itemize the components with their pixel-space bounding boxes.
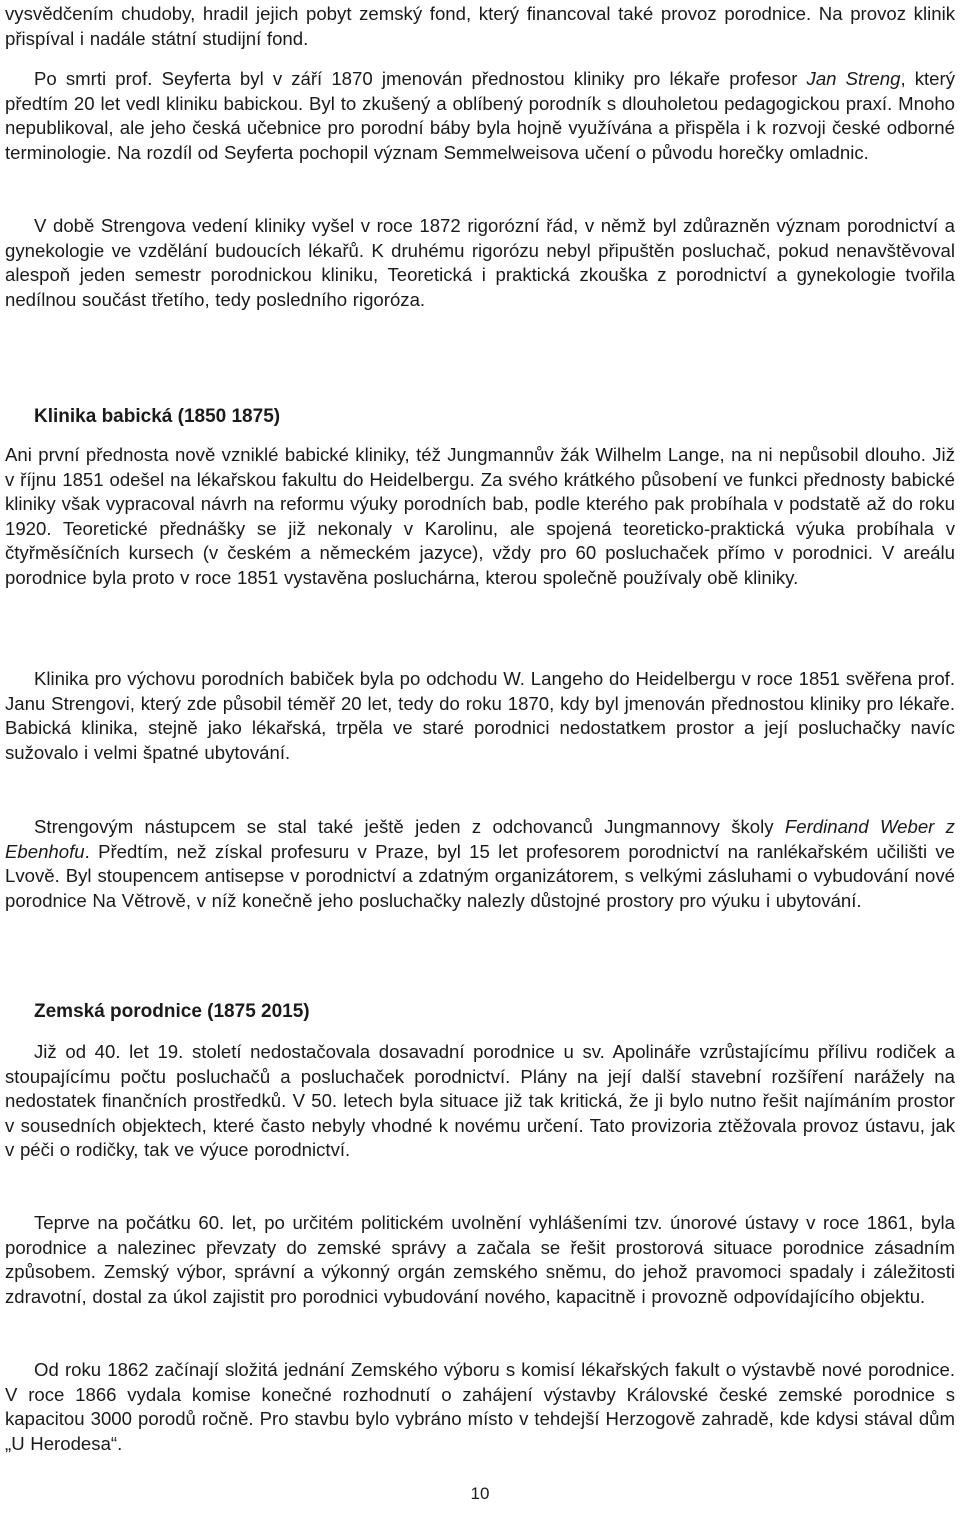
paragraph-weber-part-a: Strengovým nástupcem se stal také ještě jeden z odchovanců Jungmannovy školy xyxy=(34,816,785,837)
paragraph-jednani-vyboru: Od roku 1862 začínají složitá jednání Zemského výboru s komisí lékařských fakult o výstavbě nové porodnice. V roce 1866 vydala komise konečné rozhodnutí o zahájení výstavby Královské české zemské porodnice s kapacitou 3000 porodů ročně. Pro stavbu bylo vybráno místo v tehdejší Herzogově zahradě, kde kdysi stával dům „U Herodesa“. xyxy=(5,1359,955,1454)
paragraph-klinika-vychova: Klinika pro výchovu porodních babiček byla po odchodu W. Langeho do Heidelbergu v roce 1851 svěřena prof. Janu Strengovi, který zde působil téměř 20 let, tedy do roku 1870, kdy byl jmenován přednostou kliniky pro lékaře. Babická klinika, stejně jako lékařská, trpěla ve staré porodnici nedostatkem prostor a její posluchačky navíc sužovalo i velmi špatné ubytování. xyxy=(5,668,955,763)
paragraph-weber xyxy=(5,815,955,913)
section-heading-klinika-babicka: Klinika babická (1850 1875) xyxy=(34,406,281,427)
person-name-jan-streng: Jan Streng xyxy=(806,68,901,89)
section-heading-zemska-porodnice: Zemská porodnice (1875 2015) xyxy=(34,1001,310,1022)
page-number: 10 xyxy=(470,1484,490,1503)
person-name-ferdinand-weber: Ferdinand Weber z Ebenhofu xyxy=(5,816,955,862)
paragraph-weber-part-b: . Předtím, než získal profesuru v Praze, byl 15 let profesorem porodnictví na ranlékařském učilišti ve Lvově. Byl stoupencem antisepse v porodnictví a zdatným organizátorem, s velkými zásluhami o vybudování nové porodnice Na Větrově, v níž konečně jeho posluchačky nalezly důstojné prostory pro výuku i ubytování. xyxy=(5,840,955,911)
paragraph-intro: vysvědčením chudoby, hradil jejich pobyt zemský fond, který financoval také provoz porodnice. Na provoz klinik přispíval i nadále státní studijní fond. xyxy=(5,3,955,49)
paragraph-apolinar: Již od 40. let 19. století nedostačovala dosavadní porodnice u sv. Apolináře vzrůstajícímu přílivu rodiček a stoupajícímu počtu posluchačů a posluchaček porodnictví. Plány na její další stavební rozšíření narážely na nedostatek finančních prostředků. V 50. letech byla situace již tak kritická, že ji bylo nutno řešit najímáním prostor v sousedních objektech, které často nebyly vhodné k novému určení. Tato provizoria ztěžovala provoz ústavu, jak v péči o rodičky, tak ve výuce porodnictví. xyxy=(5,1041,955,1161)
paragraph-streng-part-a: Po smrti prof. Seyferta byl v září 1870 jmenován přednostou kliniky pro lékaře profesor xyxy=(34,68,807,89)
paragraph-lange: Ani první přednosta nově vzniklé babické kliniky, též Jungmannův žák Wilhelm Lange, na ni nepůsobil dlouho. Již v říjnu 1851 odešel na lékařskou fakultu do Heidelbergu. Za svého krátkého působení ve funkci přednosty babické kliniky však vypracoval návrh na reformu výuky porodních bab, podle kterého pak probíhala v podstatě až do roku 1920. Teoretické přednášky se již nekonaly v Karolinu, ale spojená teoreticko-praktická výuka probíhala v čtyřměsíčních kursech (v českém a německém jazyce), vždy pro 60 posluchaček přímo v porodnici. V areálu porodnice byla proto v roce 1851 vystavěna posluchárna, kterou společně používaly obě kliniky. xyxy=(5,444,955,588)
paragraph-streng xyxy=(5,67,955,165)
paragraph-unorova-ustava: Teprve na počátku 60. let, po určitém politickém uvolnění vyhlášeními tzv. únorové ústavy v roce 1861, byla porodnice a nalezinec převzaty do zemské správy a začala se řešit prostorová situace porodnice zásadním způsobem. Zemský výbor, správní a výkonný orgán zemského sněmu, do jehož pravomoci spadaly i záležitosti zdravotní, dostal za úkol zajistit pro porodnici vybudování nového, kapacitně i provozně odpovídajícího objektu. xyxy=(5,1212,955,1307)
paragraph-streng-part-b: , který předtím 20 let vedl kliniku babickou. Byl to zkušený a oblíbený porodník s dlouholetou pedagogickou praxí. Mnoho nepublikoval, ale jeho česká učebnice pro porodní báby byla hojně využívána a přispěla i k rozvoji české odborné terminologie. Na rozdíl od Seyferta pochopil význam Semmelweisova učení o původu horečky omladnic. xyxy=(5,68,956,163)
paragraph-rigorozni-rad: V době Strengova vedení kliniky vyšel v roce 1872 rigorózní řád, v němž byl zdůrazněn význam porodnictví a gynekologie ve vzdělání budoucích lékařů. K druhému rigorózu nebyl připuštěn posluchač, pokud nenavštěvoval alespoň jeden semestr porodnickou kliniku, Teoretická i praktická zkouška z porodnictví a gynekologie tvořila nedílnou součást třetího, tedy posledního rigoróza. xyxy=(5,215,955,310)
